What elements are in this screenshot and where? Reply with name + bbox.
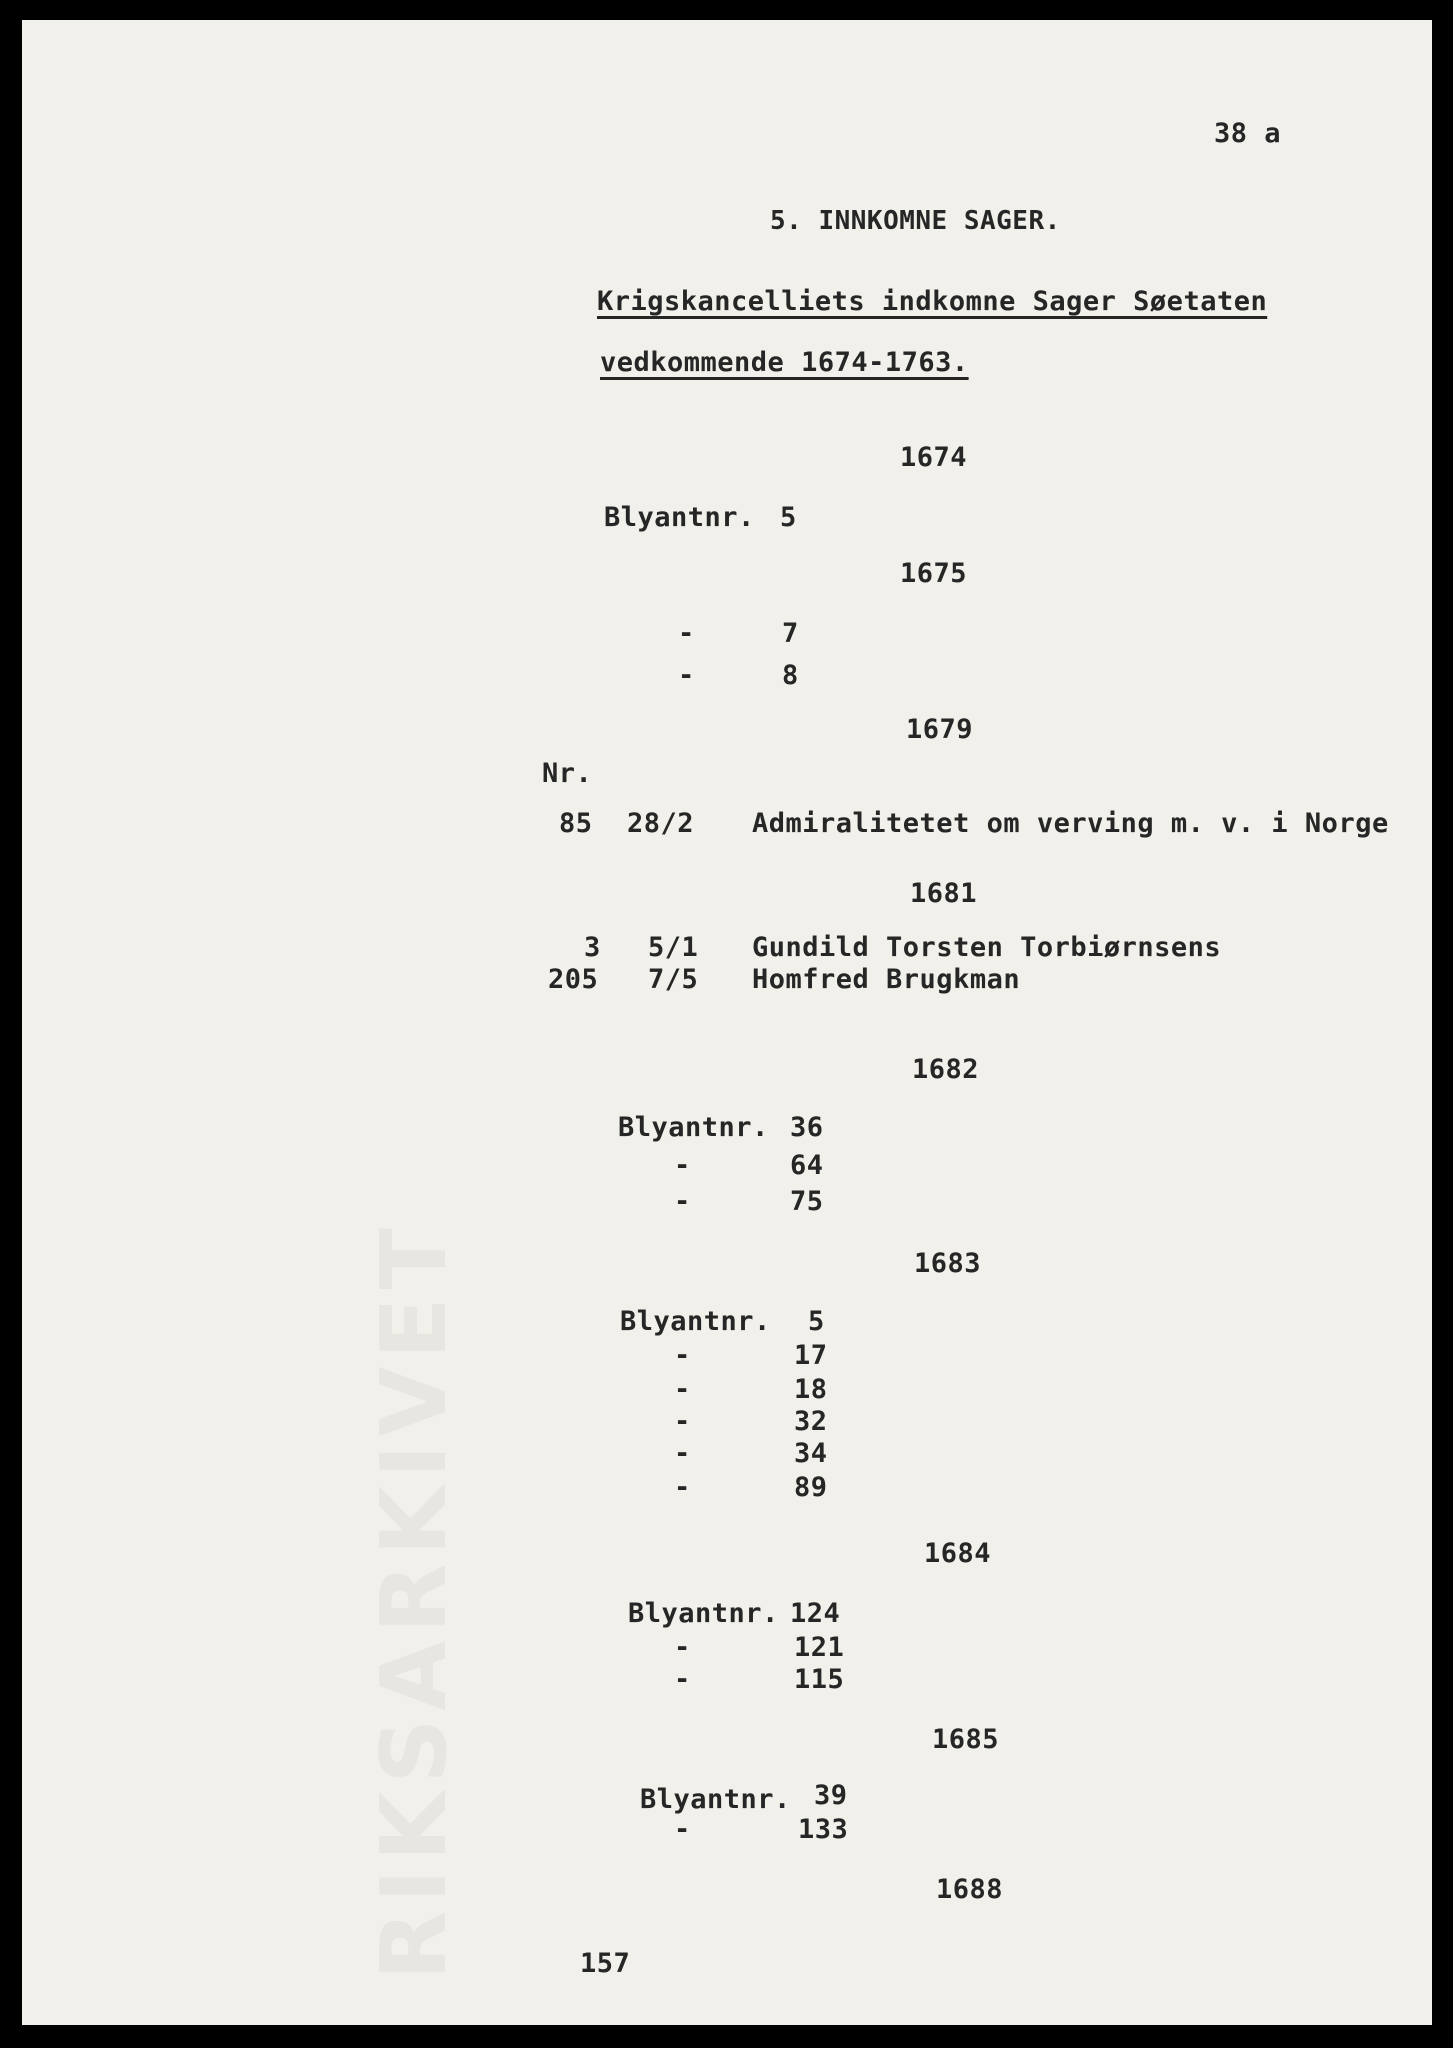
ditto-mark: - [674,1438,691,1469]
document-title-line-1: Krigskancelliets indkomne Sager Søetaten [597,286,1268,317]
ditto-mark: - [678,618,695,649]
nr-column-header: Nr. [542,758,593,789]
year-heading: 1685 [932,1724,1000,1755]
pencil-number: 34 [794,1438,828,1469]
year-heading: 1674 [900,442,968,473]
entry-number: 3 [584,932,601,963]
year-heading: 1679 [906,714,974,745]
pencil-number: 39 [814,1780,848,1811]
footer-number: 157 [580,1948,631,1979]
pencil-number: 36 [790,1112,824,1143]
year-heading: 1681 [910,878,978,909]
pencil-number: 5 [808,1306,825,1337]
pencil-number: 124 [790,1598,841,1629]
pencil-number: 75 [790,1186,824,1217]
entry-number: 85 [559,808,593,839]
ditto-mark: - [674,1340,691,1371]
entry-date: 28/2 [627,808,695,839]
pencil-number-label: Blyantnr. [618,1112,769,1143]
page-number: 38 a [1214,118,1282,149]
pencil-number: 115 [794,1664,845,1695]
ditto-mark: - [678,660,695,691]
pencil-number-label: Blyantnr. [620,1306,771,1337]
entry-date: 5/1 [648,932,699,963]
ditto-mark: - [674,1814,691,1845]
ditto-mark: - [674,1186,691,1217]
entry-text: Homfred Brugkman [752,964,1021,995]
year-heading: 1684 [924,1538,992,1569]
pencil-number: 89 [794,1472,828,1503]
pencil-number: 133 [798,1814,849,1845]
pencil-number: 121 [794,1632,845,1663]
pencil-number: 8 [782,660,799,691]
ditto-mark: - [674,1472,691,1503]
pencil-number: 17 [794,1340,828,1371]
pencil-number-label: Blyantnr. [628,1598,779,1629]
ditto-mark: - [674,1406,691,1437]
year-heading: 1675 [900,558,968,589]
entry-text: Admiralitetet om verving m. v. i Norge [752,808,1389,839]
archive-stamp-watermark: RIKSARKIVET [362,1219,467,1980]
pencil-number: 5 [780,502,797,533]
document-title-line-2: vedkommende 1674-1763. [600,347,969,378]
pencil-number: 18 [794,1374,828,1405]
document-page [22,20,1432,2025]
pencil-number-label: Blyantnr. [604,502,755,533]
entry-number: 205 [548,964,599,995]
ditto-mark: - [674,1374,691,1405]
entry-text: Gundild Torsten Torbiørnsens [752,932,1222,963]
pencil-number: 7 [782,618,799,649]
ditto-mark: - [674,1664,691,1695]
year-heading: 1688 [936,1874,1004,1905]
year-heading: 1683 [914,1248,982,1279]
year-heading: 1682 [912,1054,980,1085]
pencil-number: 64 [790,1150,824,1181]
section-heading: 5. INNKOMNE SAGER. [770,206,1061,236]
pencil-number-label: Blyantnr. [640,1784,791,1815]
pencil-number: 32 [794,1406,828,1437]
ditto-mark: - [674,1632,691,1663]
ditto-mark: - [674,1150,691,1181]
entry-date: 7/5 [648,964,699,995]
